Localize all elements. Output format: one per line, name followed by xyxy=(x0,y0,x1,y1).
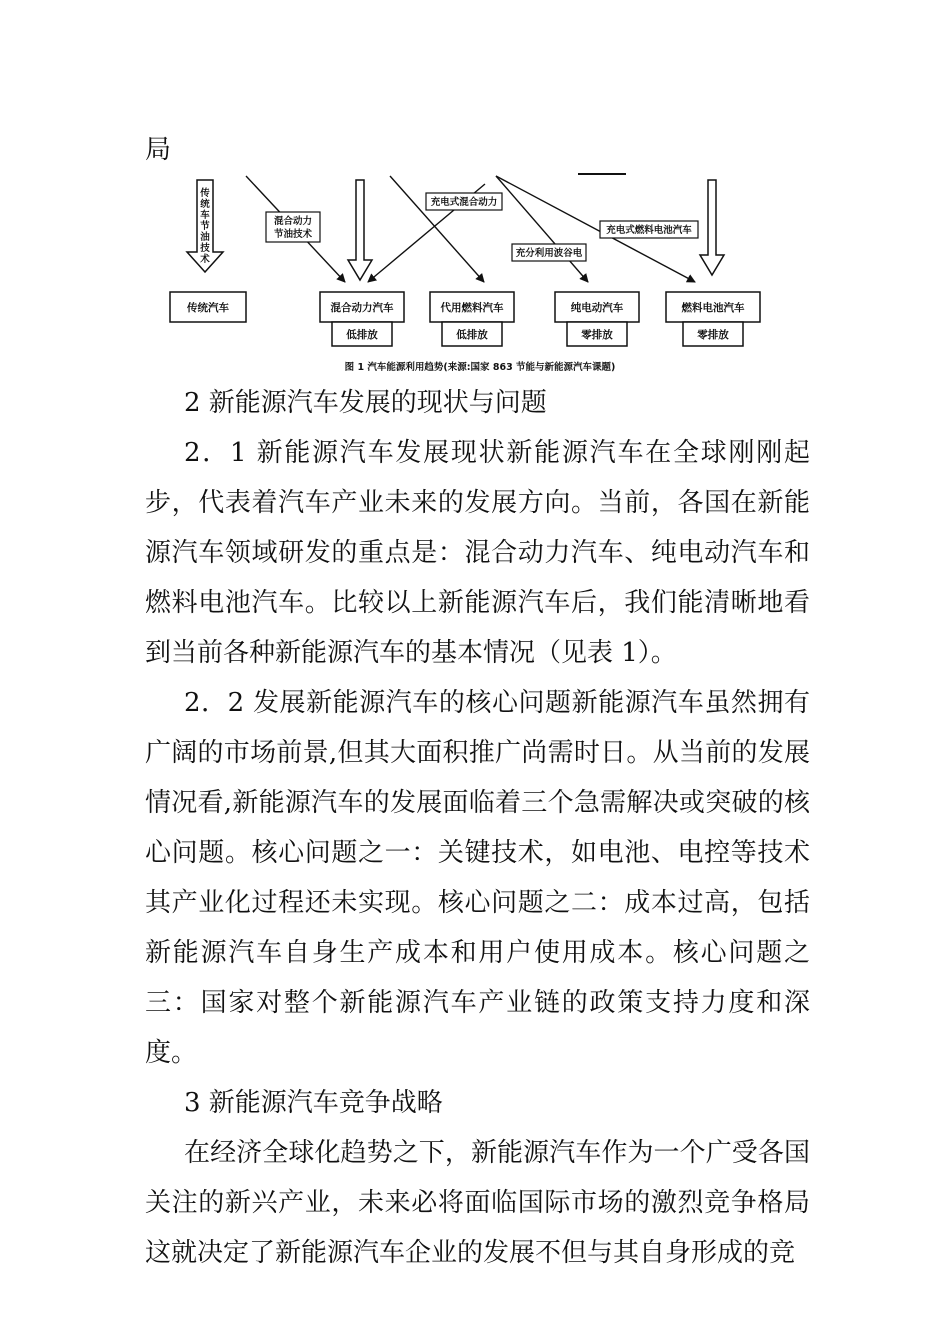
svg-text:零排放: 零排放 xyxy=(581,329,613,341)
vertical-arrow-fuelcell xyxy=(700,180,724,275)
section-heading: 3 新能源汽车竞争战略 xyxy=(184,1088,443,1118)
svg-text:充电式混合动力: 充电式混合动力 xyxy=(430,197,498,208)
page-fragment-text: 局 xyxy=(145,135,172,165)
section-heading: 2 新能源汽车发展的现状与问题 xyxy=(184,388,547,418)
box-fuel-cell-car xyxy=(666,292,760,346)
label-hybrid-tech xyxy=(266,212,320,242)
svg-text:术: 术 xyxy=(200,254,210,265)
figure-caption: 图 1 汽车能源利用趋势(来源:国家 863 节能与新能源汽车课题) xyxy=(344,362,616,373)
svg-text:传: 传 xyxy=(200,188,210,199)
box-pure-electric-car xyxy=(555,292,639,346)
svg-text:代用燃料汽车: 代用燃料汽车 xyxy=(440,302,504,314)
paragraph: 2．1 新能源汽车发展现状新能源汽车在全球刚刚起步，代表着汽车产业未来的发展方向。当前，各国在新能源汽车领域研发的重点是：混合动力汽车、纯电动汽车和燃料电池汽车。比较以上新能源汽车后，我们能清晰地看到当前各种新能源汽车的基本情况（见表 1）。 xyxy=(145,438,810,668)
svg-text:充分利用波谷电: 充分利用波谷电 xyxy=(515,248,583,259)
svg-text:充电式燃料电池汽车: 充电式燃料电池汽车 xyxy=(606,225,692,236)
svg-text:纯电动汽车: 纯电动汽车 xyxy=(570,302,624,314)
svg-text:零排放: 零排放 xyxy=(697,329,729,341)
svg-text:低排放: 低排放 xyxy=(346,329,378,341)
svg-text:车: 车 xyxy=(200,210,210,221)
svg-text:混合动力汽车: 混合动力汽车 xyxy=(330,302,394,314)
svg-text:节油技术: 节油技术 xyxy=(273,229,313,240)
label-plugin-hybrid xyxy=(426,193,502,210)
box-alt-fuel-car xyxy=(430,292,514,346)
svg-text:油: 油 xyxy=(200,232,210,243)
svg-text:技: 技 xyxy=(200,243,210,254)
vertical-tech-label xyxy=(199,187,210,265)
svg-text:混合动力: 混合动力 xyxy=(273,216,313,227)
energy-trend-diagram xyxy=(160,170,800,380)
box-hybrid-car xyxy=(320,292,404,346)
paragraph: 在经济全球化趋势之下，新能源汽车作为一个广受各国关注的新兴产业，未来必将面临国际市场的激烈竞争格局这就决定了新能源汽车企业的发展不但与其自身形成的竞 xyxy=(145,1138,810,1268)
document-body xyxy=(145,378,810,1278)
svg-text:低排放: 低排放 xyxy=(456,329,488,341)
label-offpeak xyxy=(512,244,586,261)
label-plugin-fuelcell xyxy=(600,221,698,238)
paragraph: 2．2 发展新能源汽车的核心问题新能源汽车虽然拥有广阔的市场前景,但其大面积推广尚需时日。从当前的发展情况看,新能源汽车的发展面临着三个急需解决或突破的核心问题。核心问题之一：关键技术，如电池、电控等技术其产业化过程还未实现。核心问题之二：成本过高，包括新能源汽车自身生产成本和用户使用成本。核心问题之三：国家对整个新能源汽车产业链的政策支持力度和深度。 xyxy=(145,688,810,1068)
box-traditional-car xyxy=(170,292,246,322)
svg-text:节: 节 xyxy=(200,221,210,232)
vertical-arrow-hybrid xyxy=(348,180,372,280)
svg-text:燃料电池汽车: 燃料电池汽车 xyxy=(681,302,745,314)
svg-text:统: 统 xyxy=(200,199,210,210)
svg-text:传统汽车: 传统汽车 xyxy=(187,302,229,314)
